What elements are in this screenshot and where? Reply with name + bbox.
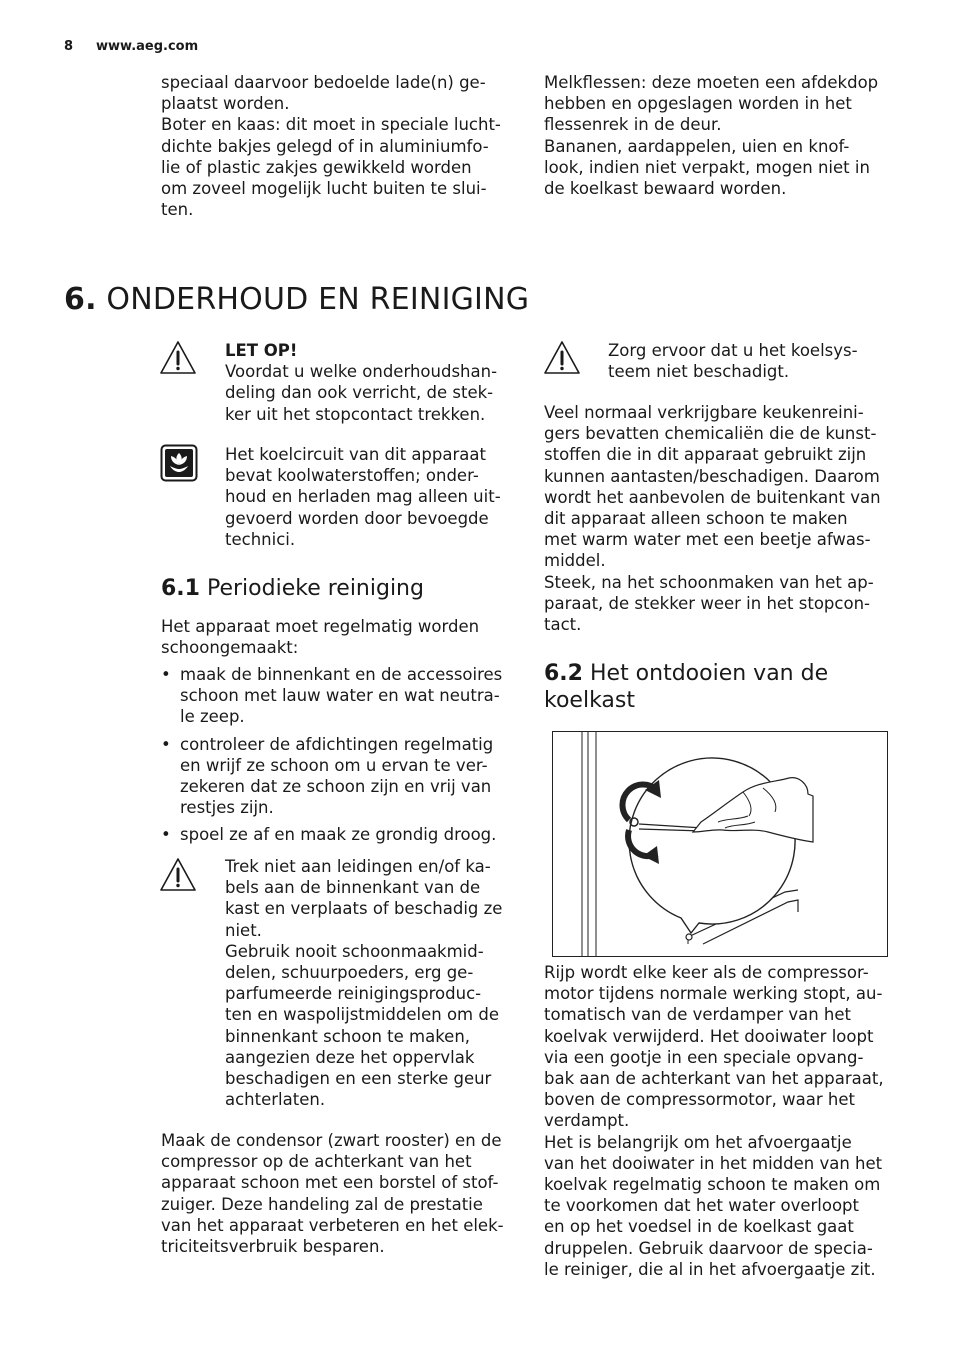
cables-notice-text: Trek niet aan leidingen en/of ka- bels aan de binnenkant van de kast en verplaats of beschadig ze niet. Gebruik nooit schoonmaakmid- delen, schuurpoeders, erg ge- parfumeerde reinigingsproduc- ten en waspolijstmiddelen om de binnenkant schoon te maken, aangezien deze het oppervlak beschadigen en een sterke geur achterlaten. <box>225 857 503 1110</box>
section-number: 6. <box>64 282 97 317</box>
subsection-intro-text: Het apparaat moet regelmatig worden schoongemaakt: <box>161 617 480 658</box>
condenser-text: Maak de condensor (zwart rooster) en de compressor op de achterkant van het apparaat schoon met een borstel of stof- zuiger. Deze handeling zal de prestatie van het apparaat verbeteren en het elek- triciteitsverbruik besparen. <box>161 1131 504 1257</box>
cooling-notice-text: Zorg ervoor dat u het koelsys- teem niet beschadigt. <box>608 341 858 382</box>
cleaners-text: Veel normaal verkrijgbare keukenreini- gers bevatten chemicaliën die de kunst- stoffen die in dit apparaat gebruikt zijn kunnen aantasten/beschadigen. Daarom wordt het aanbevolen de buitenkant van dit apparaat alleen schoon te maken met warm water met een beetje afwas- middel. Steek, na het schoonmaken van het ap- paraat, de stekker weer in het stopcon- tact. <box>544 403 881 635</box>
intro-right-text: Melkflessen: deze moeten een afdekdop hebben en opgeslagen worden in het flessenrek in de deur. Bananen, aardappelen, uien en knof- look, indien niet verpakt, mogen niet in de koelkast bewaard worden. <box>544 73 879 199</box>
warning-title: LET OP! <box>225 341 298 360</box>
section-heading <box>64 282 529 317</box>
subsection-heading-6-1: 6.1 Periodieke reiniging <box>161 576 424 601</box>
section-title: ONDERHOUD EN REINIGING <box>106 282 530 317</box>
warning-triangle-icon <box>158 855 198 895</box>
list-item: • spoel ze af en maak ze grondig droog. <box>161 825 497 845</box>
warning-notice-text: LET OP! Voordat u welke onderhoudshan- deling dan ook verricht, de stek- ker uit het stopcontact trekken. <box>225 341 498 424</box>
list-item: • maak de binnenkant en de accessoires schoon met lauw water en wat neutra- le zeep. <box>161 665 503 727</box>
warning-triangle-icon <box>542 338 582 378</box>
list-item: • controleer de afdichtingen regelmatig en wrijf ze schoon om u ervan te ver- zekeren dat ze schoon zijn en vrij van restjes zijn. <box>161 734 494 818</box>
bullet-list <box>161 664 521 846</box>
subsection-heading-6-2: 6.2 Het ontdooien van de koelkast <box>544 661 829 713</box>
defrost-text: Rijp wordt elke keer als de compressor- motor tijdens normale werking stopt, au- tomatisch van de verdamper van het koelvak verwijderd. Het dooiwater loopt via een gootje in een speciale opvang- bak aan de achterkant van het apparaat, boven de compressormotor, waar het verdampt. Het is belangrijk om het afvoergaatje van het dooiwater in het midden van het koelvak regelmatig schoon te maken om te voorkomen dat het water overloopt en op het voedsel in de koelkast gaat druppelen. Gebruik daarvoor de specia- le reiniger, die al in het afvoergaatje zit. <box>544 963 884 1279</box>
warning-triangle-icon <box>158 338 198 378</box>
page-number: 8 <box>64 39 74 54</box>
defrost-drain-cleaning-illustration <box>552 731 888 957</box>
header-url: www.aeg.com <box>96 39 199 54</box>
environment-notice-text: Het koelcircuit van dit apparaat bevat koolwaterstoffen; onder- houd en herladen mag alleen uit- gevoerd worden door bevoegde technici. <box>225 445 501 549</box>
environment-flower-icon <box>160 444 198 482</box>
intro-left-text: speciaal daarvoor bedoelde lade(n) ge- plaatst worden. Boter en kaas: dit moet in speciale lucht- dichte bakjes gelegd of in aluminiumfo- lie of plastic zakjes gewikkeld worden om zoveel mogelijk lucht buiten te slui- ten. <box>161 73 501 220</box>
